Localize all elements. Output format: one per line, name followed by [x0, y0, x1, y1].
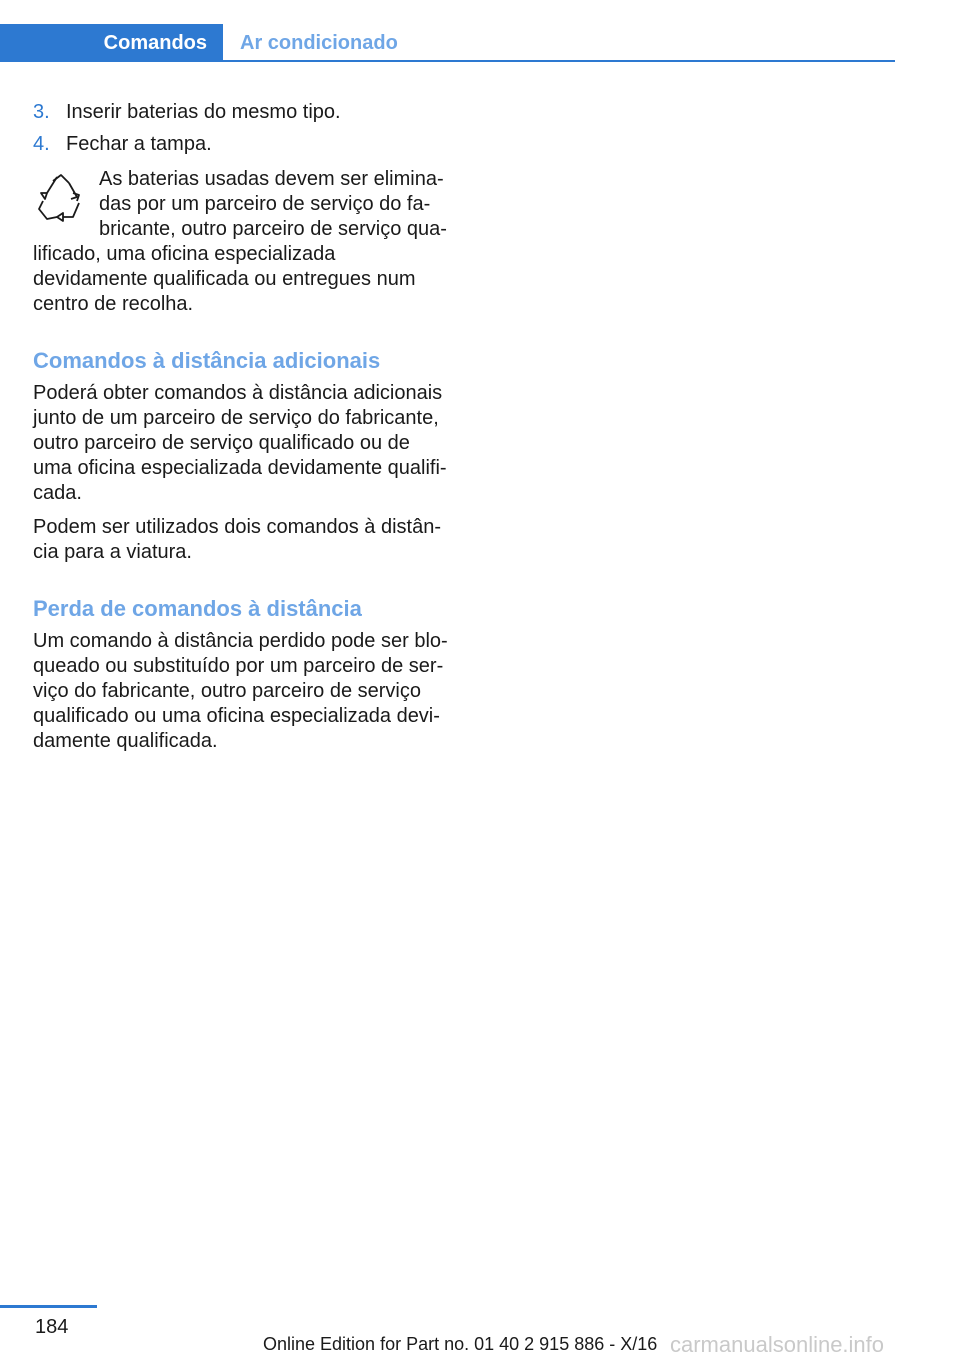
step-number: 3. [33, 101, 50, 123]
note-text: As baterias usadas devem ser elimina-das por um parceiro de serviço do fa-bricante, outro parceiro de serviço qua-lificado, uma oficina especializada devidamente qualificada ou entregues num centro de recolha. [33, 168, 447, 315]
recycle-note [33, 167, 448, 317]
tab-comandos[interactable]: Comandos [0, 24, 223, 62]
page-content [33, 100, 448, 763]
step-text: Inserir baterias do mesmo tipo. [66, 101, 341, 123]
page-header [0, 0, 895, 62]
page-number: 184 [35, 1316, 69, 1338]
section-heading: Comandos à distância adicionais [33, 348, 381, 373]
step-number: 4. [33, 133, 50, 155]
header-rule [0, 60, 895, 62]
footer-rule [0, 1305, 97, 1308]
paragraph: Um comando à distância perdido pode ser blo-queado ou substituído por um parceiro de ser-viço do fabricante, outro parceiro de serviço qualificado ou uma oficina especializada devi-damente qualificada. [33, 630, 448, 752]
step-item [33, 100, 448, 125]
step-item [33, 132, 448, 157]
step-text: Fechar a tampa. [66, 133, 212, 155]
paragraph: Poderá obter comandos à distância adicionais junto de um parceiro de serviço do fabricante, outro parceiro de serviço qualificado ou de uma oficina especializada devidamente qualifi-cada. [33, 382, 447, 504]
edition-text: Online Edition for Part no. 01 40 2 915 886 - X/16 [263, 1334, 658, 1354]
paragraph: Podem ser utilizados dois comandos à distân-cia para a viatura. [33, 516, 441, 563]
tab-ar-condicionado[interactable]: Ar condicionado [240, 31, 398, 54]
section-heading: Perda de comandos à distância [33, 596, 362, 621]
watermark: carmanualsonline.info [670, 1332, 885, 1357]
recycle-icon [33, 171, 89, 227]
